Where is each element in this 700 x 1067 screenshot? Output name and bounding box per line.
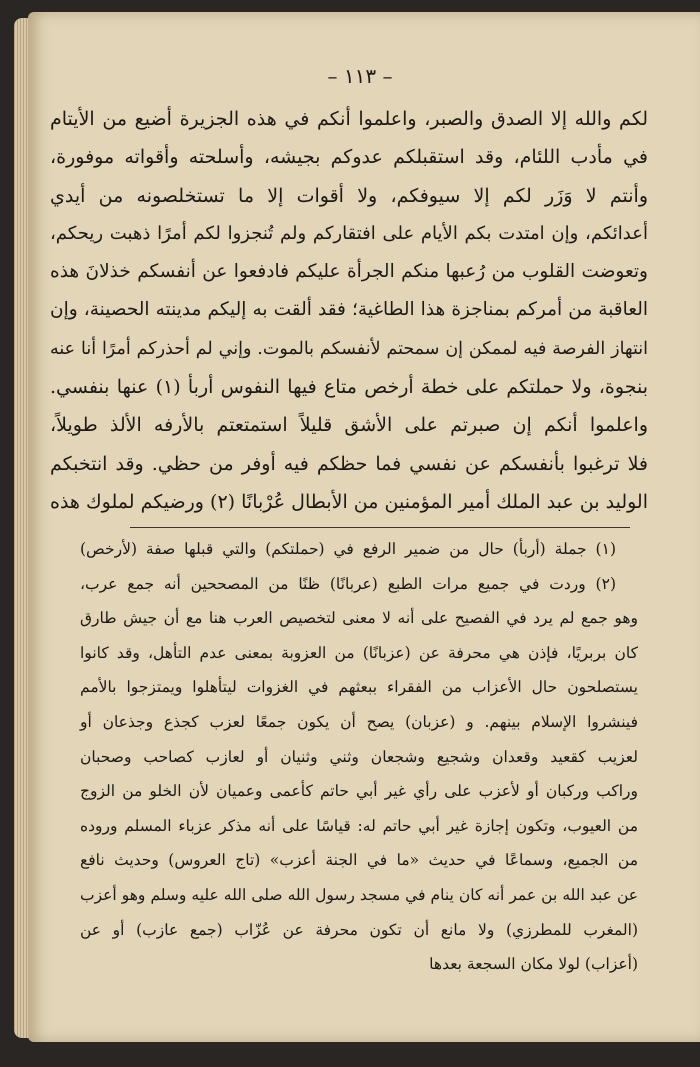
text-line: أعدائكم، وإن امتدت بكم الأيام على افتقاركم ولم تُنجزوا لكم أمرًا ذهبت ريحكم، [50,222,648,244]
page-number: – ١١٣ – [327,64,393,88]
footnote-line: وراكب وركبان أو لأعزب على رأي غير أبي حاتم كأعمى وعميان لأن الخلو من الزوج [80,782,638,801]
footnote-line: (١) جملة (أربأ) حال من ضمير الرفع في (حملتكم) والتي قبلها صفة (لأرخص) [80,540,616,558]
footnote-line: (أعزاب) لولا مكان السجعة بعدها [429,955,638,974]
text-line: فلا ترغبوا بأنفسكم عن نفسي فما حظكم فيه أوفر من حظي. وقد انتخبكم [50,452,648,475]
text-line: واعلموا أنكم إن صبرتم على الأشق قليلاً استمتعتم بالأرفه الألذ طويلاً، [50,414,648,437]
footnote-line: يستصلحون حال الأعزاب من الفقراء ببعثهم في الغزوات ليتأهلوا ويمتزجوا بالأمم [80,678,638,697]
footnote-line: (المغرب للمطرزي) ولا مانع أن تكون محرفة عن عُزّاب (جمع عازب) أو عن [80,920,638,939]
footnote-line: عن عبد الله بن عمر أنه كان ينام في مسجد رسول الله صلى الله عليه وسلم وهو أعزب [80,885,638,904]
text-line: لكم والله إلا الصدق والصبر، واعلموا أنكم في هذه الجزيرة أضيع من الأيتام [50,108,648,130]
main-text [50,100,648,521]
footnote-line: وهو جمع لم يرد في الفصيح على أنه لا معنى لتخصيص العرب هنا مع أن جيش طارق [80,609,638,628]
footnote-line: من الجميع، وسماعًا في حديث «ما في الجنة أعزب» (تاج العروس) وحديث نافع [80,851,638,870]
text-line: بنجوة، ولا حملتكم على خطة أرخص متاع فيها النفوس أربأ (١) عنها بنفسي. [50,376,648,399]
footnote-line: فينشروا الإسلام بينهم. و (عزبان) يصح أن يكون جمعًا لعزب كجذع وجذعان أو [80,712,638,731]
text-line: العاقبة من أمركم بمناجزة هذا الطاغية؛ فقد ألقت به إليكم مدينته الحصينة، وإن [50,299,648,321]
footnote-divider [130,527,630,528]
text-line: في مأدب اللئام، وقد استقبلكم عدوكم بجيشه، وأسلحته وأقواته موفورة، [50,146,648,169]
text-line: وتعوضت القلوب من رُعبها منكم الجرأة عليكم فادفعوا عن أنفسكم خذلانَ هذه [50,261,648,283]
footnote-line: (٢) وردت في جميع مرات الطبع (عربانًا) ظنًا من المصححين أنه جمع عرب، [80,574,616,593]
text-line: الوليد بن عبد الملك أمير المؤمنين من الأبطال عُرْبانًا (٢) ورضيكم لملوك هذه [50,490,648,513]
text-line: وأنتم لا وَزَر لكم إلا سيوفكم، ولا أقوات إلا ما تستخلصونه من أيدي [50,184,648,207]
footnotes [80,532,638,982]
footnote-line: كان بربريًا، فإذن هي محرفة عن (عزبانًا) من العزوبة بمعنى عدم التأهل، وقد كانوا [80,643,638,662]
text-line: انتهاز الفرصة فيه لممكن إن سمحتم لأنفسكم بالموت. وإني لم أحذركم أمرًا أنا عنه [50,338,648,359]
footnote-line: من العيوب، وتكون إجازة غير أبي حاتم له: قياسًا على أنه مذكر عزباء المسلم وروده [80,816,638,835]
footnote-line: لعزيب كقعيد وقعدان وشجيع وشجعان وثني وثنيان أو لعازب كصاحب وصحبان [80,747,638,766]
